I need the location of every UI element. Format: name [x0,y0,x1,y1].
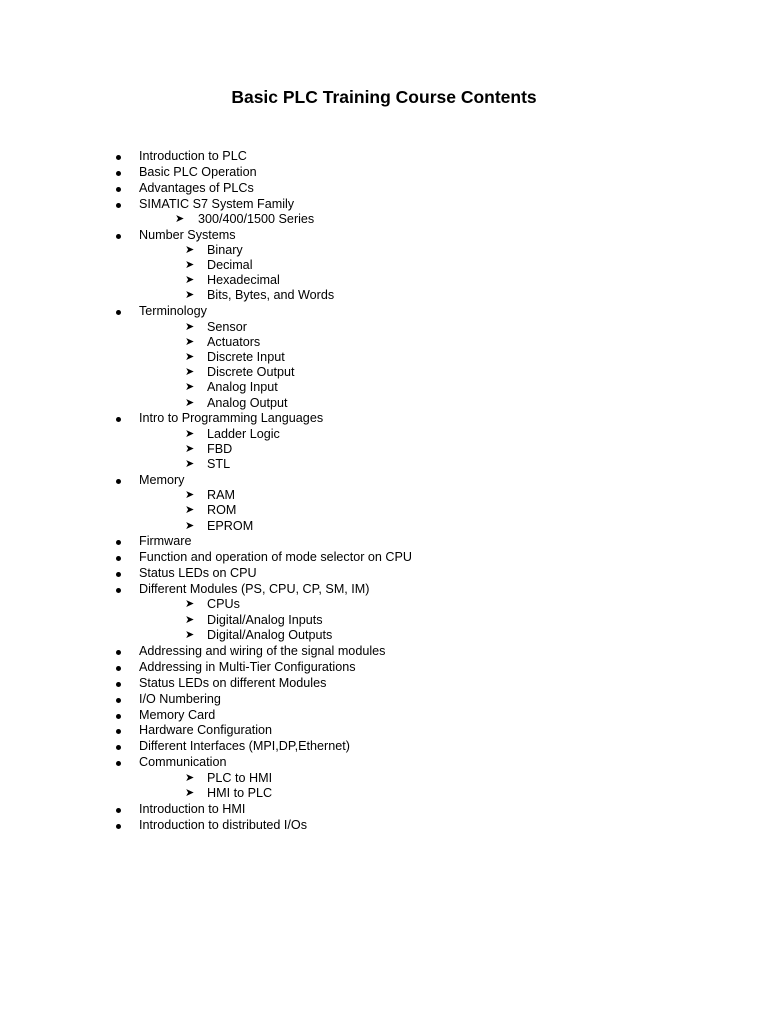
sub-list-item [0,442,768,457]
sub-list-item-label: FBD [207,441,233,456]
bullet-icon [116,698,121,703]
sub-list-item [0,288,768,303]
bullet-icon [116,171,121,176]
list-item [0,181,768,196]
arrowhead-bullet-icon: ➤ [185,335,195,348]
list-item [0,304,768,319]
arrowhead-bullet-icon: ➤ [185,366,195,379]
sub-list-item [0,597,768,612]
bullet-icon [116,588,121,593]
list-item-label: Addressing and wiring of the signal modules [139,643,386,658]
list-item [0,723,768,738]
page-title: Basic PLC Training Course Contents [231,87,537,107]
list-item-label: Memory [139,472,185,487]
sub-list-item [0,243,768,258]
sub-list-item-label: Discrete Output [207,365,295,380]
list-item [0,802,768,817]
arrowhead-bullet-icon: ➤ [185,274,195,287]
sub-list-item-label: Bits, Bytes, and Words [207,288,335,303]
bullet-icon [116,761,121,766]
sub-list-item-label: Sensor [207,319,247,334]
list-item [0,550,768,565]
sub-list-item [0,488,768,503]
sub-list-item [0,273,768,288]
arrowhead-bullet-icon: ➤ [185,381,195,394]
sub-list-item [0,335,768,350]
sub-list-item [0,350,768,365]
list-item-label: Terminology [139,304,207,319]
arrowhead-bullet-icon: ➤ [185,396,195,409]
list-item-label: Firmware [139,534,192,549]
bullet-icon [116,714,121,719]
bullet-icon [116,666,121,671]
list-item [0,566,768,581]
list-item-label: Communication [139,755,227,770]
list-item [0,473,768,488]
sub-list-item [0,212,768,227]
sub-list-item [0,320,768,335]
list-item-label: Different Interfaces (MPI,DP,Ethernet) [139,739,350,754]
sub-list-item-label: STL [207,457,231,471]
sub-list-item-label: CPUs [207,597,240,612]
sub-list-item-label: ROM [207,503,237,518]
list-item-label: Addressing in Multi-Tier Configurations [139,659,356,674]
list-item [0,660,768,675]
list-item [0,228,768,243]
list-item-label: Basic PLC Operation [139,164,257,179]
sub-list-item-label: Analog Output [207,395,288,410]
bullet-icon [116,745,121,750]
arrowhead-bullet-icon: ➤ [185,628,195,641]
sub-list-item [0,771,768,786]
sub-list-item [0,457,768,472]
sub-list-item-label: Decimal [207,258,253,273]
sub-list-item [0,396,768,411]
bullet-icon [116,682,121,687]
list-item [0,755,768,770]
sub-list-item [0,503,768,518]
sub-list-item [0,786,768,801]
arrowhead-bullet-icon: ➤ [185,504,195,517]
arrowhead-bullet-icon: ➤ [185,458,195,470]
arrowhead-bullet-icon: ➤ [185,442,195,455]
sub-list-item-label: PLC to HMI [207,770,273,785]
list-item [0,708,768,723]
list-item [0,534,768,549]
sub-list-item-label: HMI to PLC [207,785,273,800]
sub-list-item [0,380,768,395]
sub-list-item [0,519,768,534]
arrowhead-bullet-icon: ➤ [185,613,195,626]
sub-list-item [0,613,768,628]
sub-list-item-label: Ladder Logic [207,426,280,441]
sub-list-item-label: Discrete Input [207,349,285,364]
arrowhead-bullet-icon: ➤ [185,320,195,333]
bullet-icon [116,187,121,192]
sub-list-item [0,628,768,643]
list-item-label: Introduction to distributed I/Os [139,817,308,832]
bullet-icon [116,479,121,484]
arrowhead-bullet-icon: ➤ [185,786,195,799]
sub-list-item-label: Digital/Analog Outputs [207,627,333,642]
list-item [0,676,768,691]
list-item-label: Number Systems [139,227,236,242]
arrowhead-bullet-icon: ➤ [185,259,195,272]
bullet-icon [116,540,121,545]
arrowhead-bullet-icon: ➤ [185,771,195,784]
list-item [0,739,768,754]
sub-list-item-label: Digital/Analog Inputs [207,612,323,627]
sub-list-item-label: 300/400/1500 Series [198,211,315,226]
arrowhead-bullet-icon: ➤ [185,489,195,502]
list-item-label: Function and operation of mode selector on CPU [139,550,413,565]
list-item-label: Memory Card [139,707,216,722]
list-item-label: Hardware Configuration [139,723,273,738]
bullet-icon [116,572,121,577]
sub-list-item-label: Hexadecimal [207,273,280,288]
bullet-icon [116,824,121,829]
list-item [0,644,768,659]
list-item-label: Advantages of PLCs [139,180,254,195]
sub-list-item-label: Actuators [207,334,261,349]
list-item [0,149,768,164]
list-item [0,165,768,180]
sub-list-item [0,258,768,273]
sub-list-item [0,365,768,380]
list-item-label: Intro to Programming Languages [139,411,324,426]
list-item-label: Introduction to PLC [139,148,247,163]
sub-list-item-label: RAM [207,488,235,503]
list-item [0,692,768,707]
list-item [0,197,768,212]
bullet-icon [116,556,121,561]
list-item-label: SIMATIC S7 System Family [139,196,295,211]
arrowhead-bullet-icon: ➤ [185,243,195,256]
list-item-label: Different Modules (PS, CPU, CP, SM, IM) [139,582,370,597]
arrowhead-bullet-icon: ➤ [185,350,195,363]
arrowhead-bullet-icon: ➤ [185,289,195,302]
list-item-label: Introduction to HMI [139,801,246,816]
sub-list-item-label: EPROM [207,518,254,533]
arrowhead-bullet-icon: ➤ [185,519,195,532]
bullet-icon [116,234,121,239]
bullet-icon [116,650,121,655]
bullet-icon [116,808,121,813]
sub-list-item [0,427,768,442]
list-item [0,411,768,426]
bullet-icon [116,155,121,160]
bullet-icon [116,203,121,208]
list-item-label: Status LEDs on CPU [139,566,257,581]
bullet-icon [116,310,121,315]
bullet-icon [116,417,121,422]
bullet-icon [116,729,121,734]
list-item-label: Status LEDs on different Modules [139,675,327,690]
sub-list-item-label: Analog Input [207,380,278,395]
arrowhead-bullet-icon: ➤ [175,212,185,225]
list-item [0,818,768,833]
arrowhead-bullet-icon: ➤ [185,598,195,611]
sub-list-item-label: Binary [207,242,243,257]
arrowhead-bullet-icon: ➤ [185,427,195,440]
list-item [0,582,768,597]
list-item-label: I/O Numbering [139,691,221,706]
course-contents-list [0,148,768,833]
